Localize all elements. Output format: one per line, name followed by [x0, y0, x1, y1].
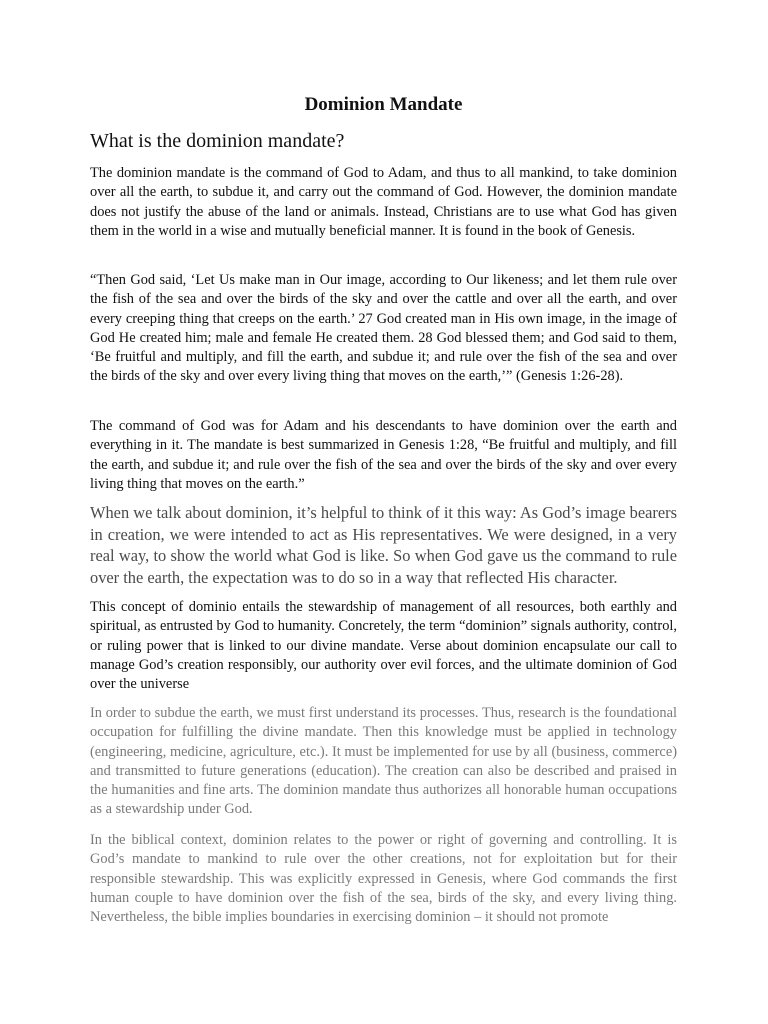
document-title: Dominion Mandate [304, 94, 463, 115]
paragraph-biblical-context: In the biblical context, dominion relates to the power or right of governing and controlling. It is God’s mandate to mankind to rule over the other creations, not for exploitation but for their responsible stewardship. This was explicitly expressed in Genesis, where God commands the first human couple to have dominion over the fish of the sea, birds of the sky, and every living thing. Nevertheless, the bible implies boundaries in exercising dominion – it should not promote [90, 832, 677, 926]
section-heading: What is the dominion mandate? [90, 130, 345, 152]
paragraph-image-bearers: When we talk about dominion, it’s helpful to think of it this way: As God’s image bearers in creation, we were intended to act as His representatives. We were designed, in a very real way, to show the world what God is like. So when God gave us the command to rule over the earth, the expectation was to do so in a way that reflected His character. [90, 503, 677, 587]
paragraph-genesis-quote: “Then God said, ‘Let Us make man in Our image, according to Our likeness; and let them rule over the fish of the sea and over the birds of the sky and over the cattle and over all the earth, and over every creeping thing that creeps on the earth.’ 27 God created man in His own image, in the image of God He created him; male and female He created them. 28 God blessed them; and God said to them, ‘Be fruitful and multiply, and fill the earth, and subdue it; and rule over the fish of the sea and over the birds of the sky and over every living thing that moves on the earth,’” (Genesis 1:26-28). [90, 272, 677, 385]
paragraph-command-summary: The command of God was for Adam and his descendants to have dominion over the earth and everything in it. The mandate is best summarized in Genesis 1:28, “Be fruitful and multiply, and fill the earth, and subdue it; and rule over the fish of the sea and over the birds of the sky and over every living thing that moves on the earth.” [90, 418, 677, 492]
paragraph-stewardship: This concept of dominio entails the stewardship of management of all resources, both earthly and spiritual, as entrusted by God to humanity. Concretely, the term “dominion” signals authority, control, or ruling power that is linked to our divine mandate. Verse about dominion encapsulate our call to manage God’s creation responsibly, our authority over evil forces, and the ultimate dominion of God over the universe [90, 599, 677, 693]
paragraph-subdue-earth: In order to subdue the earth, we must first understand its processes. Thus, research is the foundational occupation for fulfilling the divine mandate. Then this knowledge must be applied in technology (engineering, medicine, agriculture, etc.). It must be implemented for use by all (business, commerce) and transmitted to future generations (education). The creation can also be described and praised in the humanities and fine arts. The dominion mandate thus authorizes all honorable human occupations as a stewardship under God. [90, 705, 677, 818]
paragraph-intro: The dominion mandate is the command of God to Adam, and thus to all mankind, to take dominion over all the earth, to subdue it, and carry out the command of God. However, the dominion mandate does not justify the abuse of the land or animals. Instead, Christians are to use what God has given them in the world in a wise and mutually beneficial manner. It is found in the book of Genesis. [90, 165, 677, 239]
